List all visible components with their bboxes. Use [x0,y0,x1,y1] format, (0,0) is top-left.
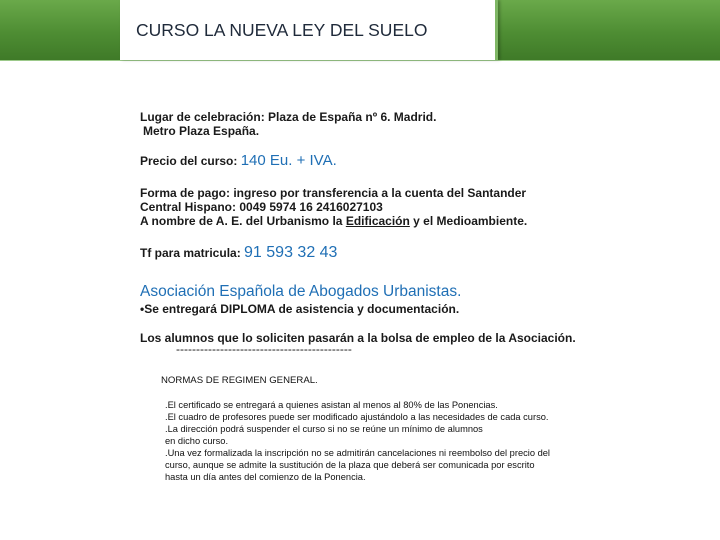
price-value: 140 Eu. + IVA. [240,152,337,169]
payment-holder-prefix: A nombre de A. E. del Urbanismo la [140,214,346,228]
payment-holder-underlined: Edificación [345,214,410,228]
rule-line: en dicho curso. [165,436,229,446]
rule-line: .El certificado se entregará a quienes asistan al menos al 80% de las Ponencias. [165,400,498,410]
title-box [120,0,498,60]
payment-line-1: Forma de pago: ingreso por transferencia a la cuenta del Santander [140,186,527,200]
venue-line-2: Metro Plaza España. [143,124,260,138]
page-title: CURSO LA NUEVA LEY DEL SUELO [136,20,428,40]
header-bar [0,0,720,61]
phone-value: 91 593 32 43 [244,244,338,261]
rule-line: .El cuadro de profesores puede ser modificado ajustándolo a las necesidades de cada curso. [165,412,549,422]
phone-label: Tf para matricula: [140,246,245,260]
rule-line: hasta un día antes del comienzo de la Ponencia. [165,472,366,482]
rules-heading: NORMAS DE REGIMEN GENERAL. [161,375,318,386]
diploma-note: •Se entregará DIPLOMA de asistencia y documentación. [140,302,460,316]
venue-line-1: Lugar de celebración: Plaza de España nº 6. Madrid. [140,110,437,124]
price-label: Precio del curso: [140,154,241,168]
payment-holder-suffix: y el Medioambiente. [409,214,528,228]
payment-line-3 [140,214,527,228]
phone-line [140,244,337,262]
rule-line: .Una vez formalizada la inscripción no se admitirán cancelaciones ni reembolso del precio del [165,448,550,458]
payment-line-2: Central Hispano: 0049 5974 16 2416027103 [140,200,383,214]
employment-note: Los alumnos que lo soliciten pasarán a la bolsa de empleo de la Asociación. [140,331,576,345]
rule-line: .La dirección podrá suspender el curso si no se reúne un mínimo de alumnos [165,424,483,434]
rule-line: curso, aunque se admite la sustitución de la plaza que deberá ser comunicada por escrito [165,460,535,470]
association-name: Asociación Española de Abogados Urbanistas. [140,283,462,300]
divider: -------------------------------------------- [176,342,352,356]
price-line [140,152,337,169]
